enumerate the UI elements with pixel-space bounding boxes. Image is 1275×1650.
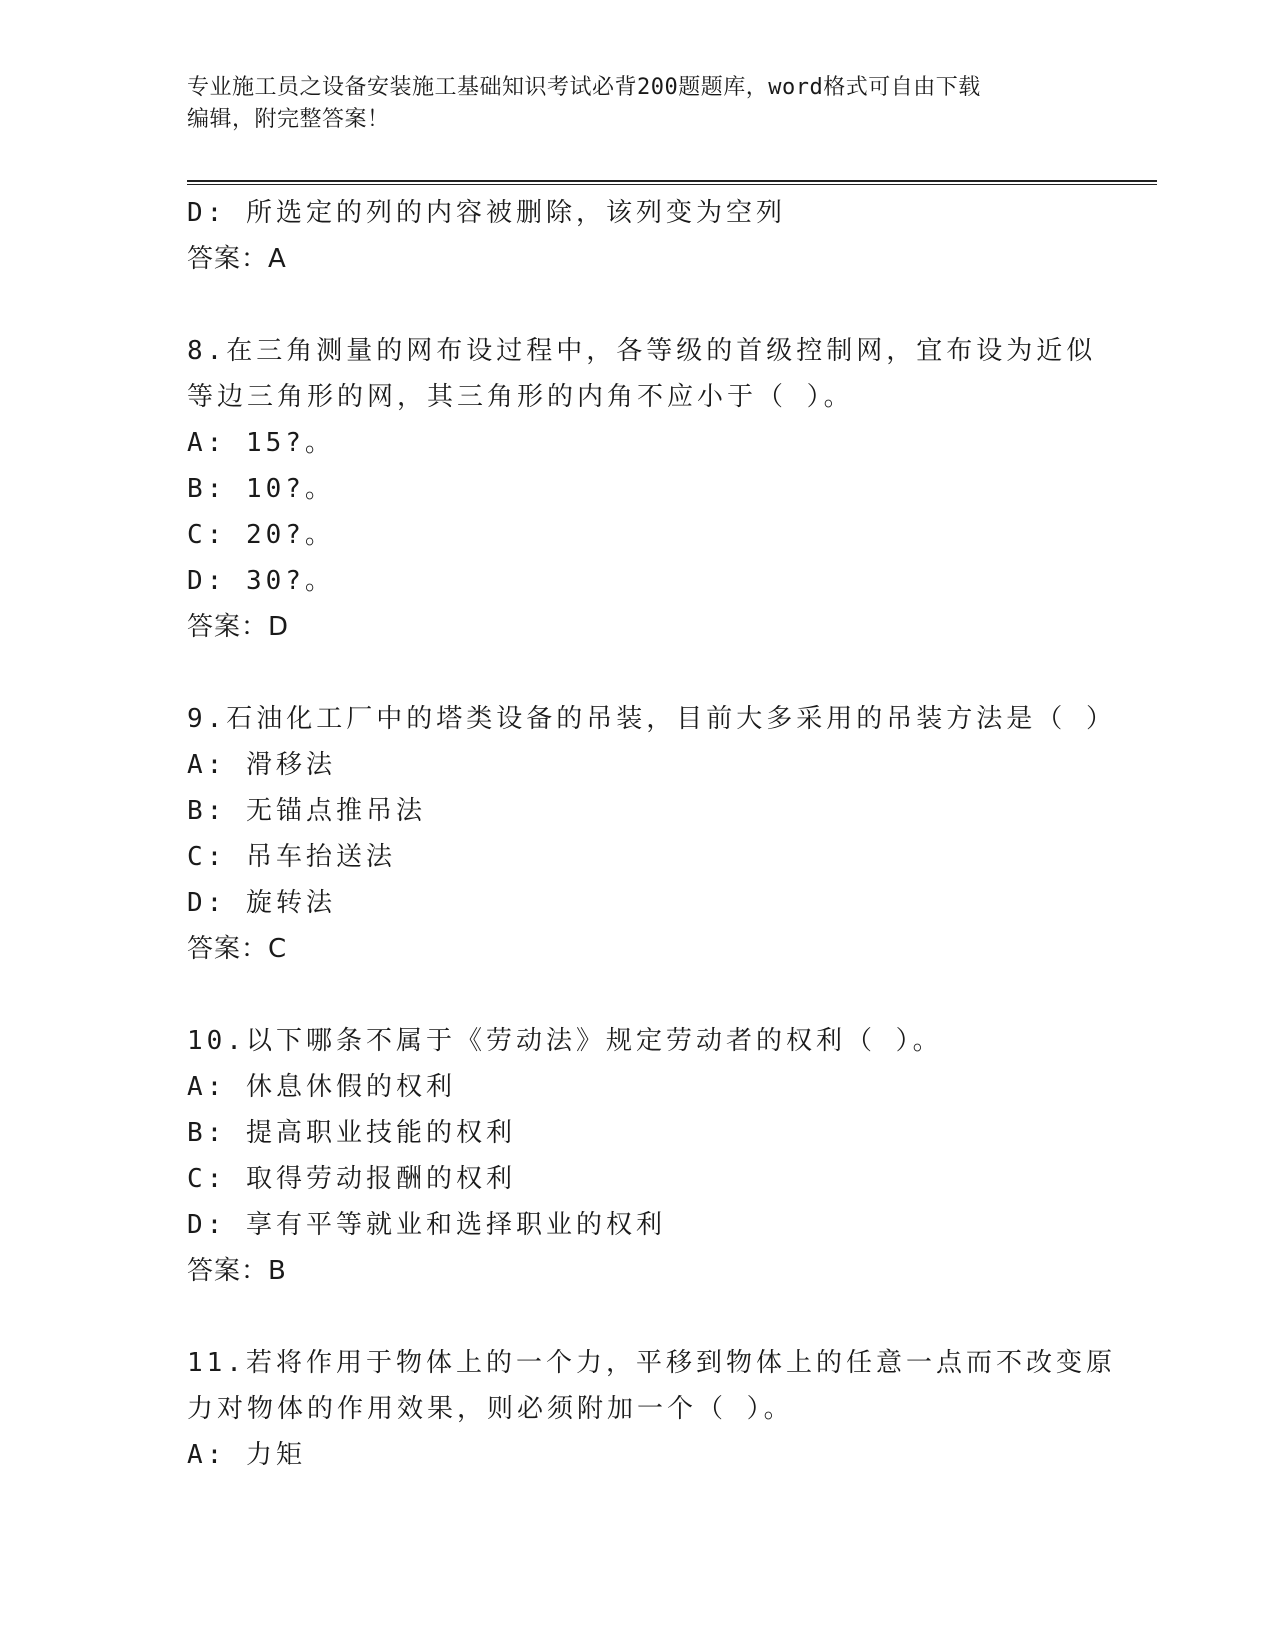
option-d: D: 30?。 — [187, 566, 335, 596]
option-a: A: 休息休假的权利 — [187, 1072, 456, 1102]
header-title-line-2: 编辑，附完整答案！ — [187, 107, 390, 132]
option-b: B: 10?。 — [187, 474, 335, 504]
spacer — [187, 650, 1087, 696]
question-stem: 力对物体的作用效果，则必须附加一个（ ）。 — [187, 1394, 794, 1424]
option-a: A: 15?。 — [187, 428, 335, 458]
header-divider — [187, 180, 1157, 185]
option-a: A: 力矩 — [187, 1440, 306, 1470]
option-d: D: 所选定的列的内容被删除，该列变为空列 — [187, 198, 786, 228]
answer-line: 答案：B — [187, 1256, 287, 1286]
question-list — [187, 190, 1116, 1478]
option-b: B: 提高职业技能的权利 — [187, 1118, 516, 1148]
question-stem: 8.在三角测量的网布设过程中，各等级的首级控制网，宜布设为近似 — [187, 336, 1097, 366]
document-header — [187, 72, 1087, 136]
question-stem: 11.若将作用于物体上的一个力，平移到物体上的任意一点而不改变原 — [187, 1348, 1116, 1378]
option-c: C: 取得劳动报酬的权利 — [187, 1164, 516, 1194]
option-c: C: 20?。 — [187, 520, 335, 550]
answer-line: 答案：D — [187, 612, 290, 642]
spacer — [187, 282, 1087, 328]
option-b: B: 无锚点推吊法 — [187, 796, 426, 826]
question-9 — [187, 696, 1116, 972]
option-d: D: 旋转法 — [187, 888, 336, 918]
answer-line: 答案：C — [187, 934, 288, 964]
question-8 — [187, 328, 1097, 650]
option-a: A: 滑移法 — [187, 750, 336, 780]
spacer — [187, 1294, 1087, 1340]
option-c: C: 吊车抬送法 — [187, 842, 396, 872]
question-stem: 9.石油化工厂中的塔类设备的吊装，目前大多采用的吊装方法是（ ） — [187, 704, 1116, 734]
question-11 — [187, 1340, 1116, 1478]
question-stem: 等边三角形的网，其三角形的内角不应小于（ ）。 — [187, 382, 854, 412]
spacer — [187, 972, 1087, 1018]
question-10 — [187, 1018, 1087, 1294]
answer-line: 答案：A — [187, 244, 287, 274]
question-stem: 10.以下哪条不属于《劳动法》规定劳动者的权利（ ）。 — [187, 1026, 943, 1056]
option-d: D: 享有平等就业和选择职业的权利 — [187, 1210, 666, 1240]
header-title-line-1: 专业施工员之设备安装施工基础知识考试必背200题题库，word格式可自由下载 — [187, 75, 981, 100]
